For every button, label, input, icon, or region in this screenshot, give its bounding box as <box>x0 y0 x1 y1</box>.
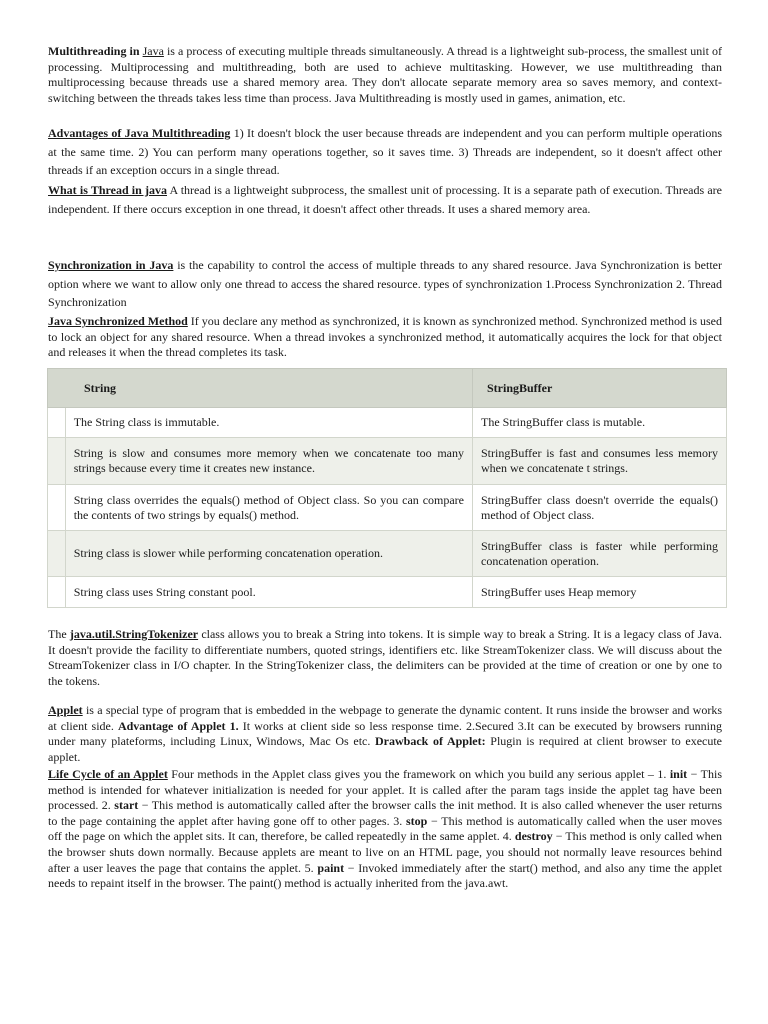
lifecycle-text-1: − This method is intended for whatever initialization is needed for your applet. It is called after the param tags inside the applet tag have been processed. 2. <box>48 767 722 813</box>
synchronization-paragraph <box>48 256 722 312</box>
lifecycle-text-0: Four methods in the Applet class gives you the framework on which you build any serious applet – 1. <box>167 767 670 781</box>
synchronized-method-heading: Java Synchronized Method <box>48 314 188 328</box>
tokenizer-prefix: The <box>48 627 70 641</box>
table-row <box>48 485 727 531</box>
stringbuffer-cell: StringBuffer is fast and consumes less memory when we concatenate t strings. <box>473 438 727 485</box>
multithreading-paragraph <box>48 44 722 106</box>
advantages-paragraph <box>48 124 722 180</box>
thread-text: A thread is a lightweight subprocess, the smallest unit of processing. It is a separate path of execution. Threads are independent. If there occurs exception in one thread, it doesn't affect other threads. It uses a shared memory area. <box>48 183 723 216</box>
row-gutter <box>48 438 66 485</box>
row-gutter <box>48 577 66 608</box>
thread-paragraph <box>48 181 722 218</box>
header-string: String <box>48 369 473 408</box>
row-gutter <box>48 531 66 577</box>
thread-heading: What is Thread in java <box>48 183 167 197</box>
lifecycle-text-3: − This method is automatically called when the user moves off the page on which the applet sits. It can, therefore, be called repeatedly in the same applet. 4. <box>48 813 722 844</box>
tokenizer-heading: java.util.StringTokenizer <box>69 627 199 641</box>
lifecycle-text-4: − This method is only called when the browser shuts down normally. Because applets are meant to live on an HTML page, you should not normally leave resources behind after a user leaves the page that contains the applet. 5. <box>48 829 722 875</box>
applet-text-3: Plugin is required at client browser to execute applet. <box>48 734 723 764</box>
tokenizer-paragraph <box>48 627 722 689</box>
lifecycle-text-5: − Invoked immediately after the start() method, and also any time the applet needs to repaint itself in the browser. The paint() method is actually inherited from the java.awt. <box>48 860 723 891</box>
lifecycle-start-label: start <box>114 798 139 813</box>
lifecycle-text-2: − This method is automatically called after the browser calls the init method. It is also called whenever the user returns to the page containing the applet after having gone off to other pages. 3. <box>48 798 722 828</box>
table-row <box>48 531 727 577</box>
synchronization-text: is the capability to control the access of multiple threads to any shared resource. Java Synchronization is better option where we want to allow only one thread to access the shared resource. types of synchronization 1.Process Synchronization 2. Thread Synchronization <box>48 258 722 309</box>
lifecycle-heading: Life Cycle of an Applet <box>48 767 168 781</box>
multithreading-text: is a process of executing multiple threads simultaneously. A thread is a lightweight sub-process, the smallest unit of processing. Multiprocessing and multithreading, both are used to achieve multitasking. However, we use multithreading than multiprocessing because threads use a shared memory area. They don't allocate separate memory area so saves memory, and context-switching between the threads takes less time than process. Java Multithreading is mostly used in games, animation, etc. <box>48 44 722 105</box>
lifecycle-destroy-label: destroy <box>514 829 553 844</box>
applet-text-2: It works at client side so less response time. 2.Secured 3.It can be executed by browsers running under many plateforms, including Linux, Windows, Mac Os etc. <box>48 718 722 749</box>
applet-advantage-label: Advantage of Applet 1. <box>117 718 239 733</box>
stringbuffer-cell: StringBuffer class doesn't override the equals() method of Object class. <box>473 485 727 531</box>
table-header-row <box>48 369 727 408</box>
advantages-text: 1) It doesn't block the user because threads are independent and you can perform multiple operations at the same time. 2) You can perform many operations together, so it saves time. 3) Threads are independent, so it doesn't affect other threads if an exception occurs in a single thread. <box>48 126 723 177</box>
string-cell: String is slow and consumes more memory when we concatenate too many strings because every time it creates new instance. <box>65 438 472 485</box>
synchronized-method-text: If you declare any method as synchronized, it is known as synchronized method. Synchronized method is used to lock an object for any shared resource. When a thread invokes a synchronized method, it automatically acquires the lock for that object and releases it when the thread completes its task. <box>48 314 723 360</box>
stringbuffer-cell: StringBuffer uses Heap memory <box>473 577 727 608</box>
stringbuffer-cell: StringBuffer class is faster while performing concatenation operation. <box>473 531 727 577</box>
table-row <box>48 438 727 485</box>
java-link[interactable]: Java <box>142 44 164 58</box>
tokenizer-text: class allows you to break a String into tokens. It is simple way to break a String. It is a legacy class of Java. It doesn't provide the facility to differentiate numbers, quoted strings, identifiers etc. like StreamTokenizer class. We will discuss about the StreamTokenizer class in I/O chapter. In the StringTokenizer class, the delimiters can be provided at the time of creation or one by one to the tokens. <box>48 627 723 688</box>
multithreading-heading: Multithreading in <box>48 44 140 58</box>
row-gutter <box>48 408 66 438</box>
string-cell: String class uses String constant pool. <box>65 577 472 608</box>
string-cell: String class overrides the equals() method of Object class. So you can compare the contents of two strings by equals() method. <box>65 485 472 531</box>
applet-drawback-label: Drawback of Applet: <box>375 734 486 749</box>
stringbuffer-cell: The StringBuffer class is mutable. <box>473 408 727 438</box>
table-row <box>48 408 727 438</box>
row-gutter <box>48 485 66 531</box>
synchronized-method-paragraph <box>48 314 722 361</box>
lifecycle-stop-label: stop <box>405 813 428 828</box>
advantages-heading: Advantages of Java Multithreading <box>48 126 231 140</box>
applet-paragraph <box>48 703 722 765</box>
string-vs-stringbuffer-table <box>47 368 727 608</box>
table-row <box>48 577 727 608</box>
string-cell: String class is slower while performing concatenation operation. <box>65 531 472 577</box>
synchronization-heading: Synchronization in Java <box>48 258 174 272</box>
applet-heading: Applet <box>48 703 83 717</box>
applet-text-1: is a special type of program that is embedded in the webpage to generate the dynamic content. It runs inside the browser and works at client side. <box>48 703 722 733</box>
lifecycle-init-label: init <box>669 767 688 781</box>
string-cell: The String class is immutable. <box>65 408 472 438</box>
header-stringbuffer: StringBuffer <box>473 369 727 408</box>
lifecycle-paint-label: paint <box>317 860 345 875</box>
lifecycle-paragraph <box>48 767 722 892</box>
